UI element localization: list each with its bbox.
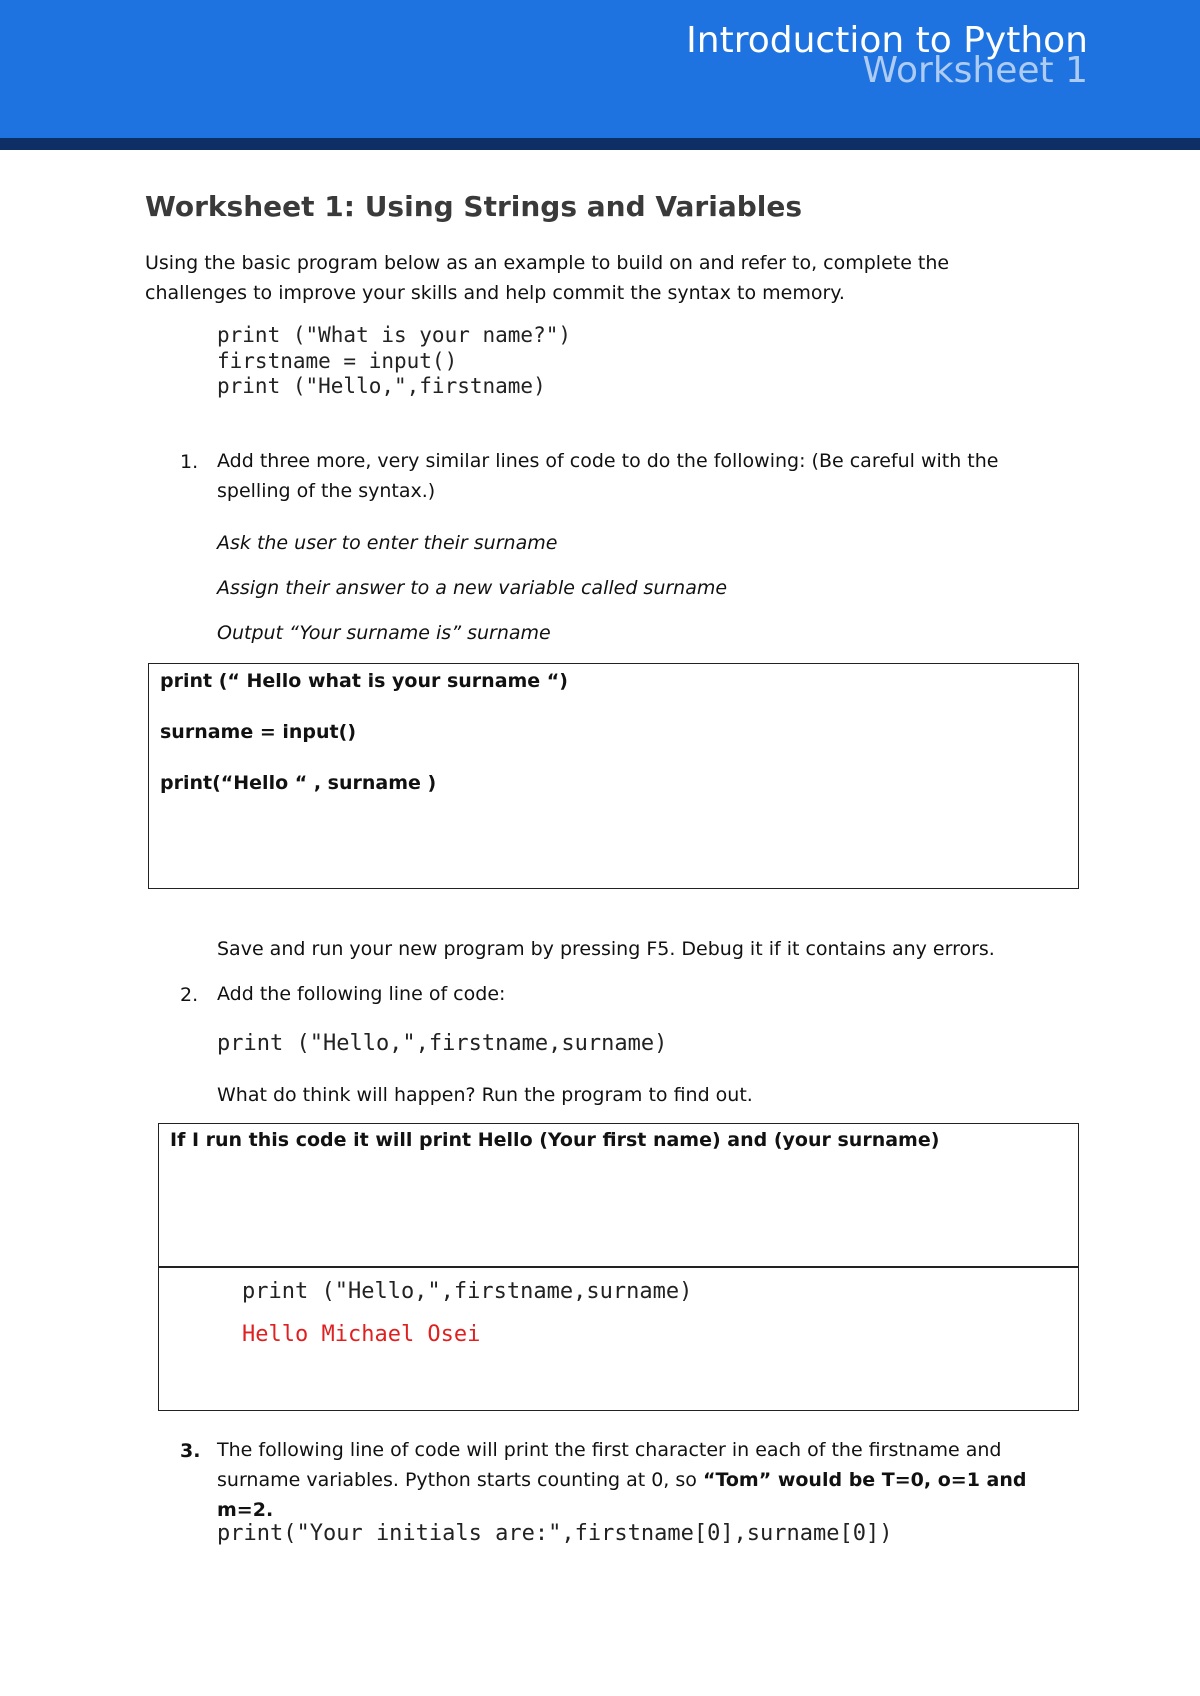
- question-3-text-bold: “Tom” would be T=0, o=1 and m=2.: [217, 1469, 1027, 1521]
- q1-answer-line-3: print(“Hello “ , surname ): [160, 772, 437, 794]
- header-title: Introduction to Python: [686, 20, 1088, 61]
- q3-code: print("Your initials are:",firstname[0],surname[0]): [217, 1521, 893, 1546]
- q1-answer-line-1: print (“ Hello what is your surname “): [160, 670, 568, 692]
- question-3-text-start: The following line of code will print the first character in each of the firstname and surname variables. Python starts counting at 0, so: [217, 1439, 1002, 1491]
- example-code-line-3: print ("Hello,",firstname): [217, 374, 546, 398]
- question-3-text: [217, 1435, 1077, 1525]
- q2-answer-box[interactable]: [158, 1123, 1079, 1268]
- q1-task-3: Output “Your surname is” surname: [217, 622, 551, 644]
- q2-question: What do think will happen? Run the program to find out.: [217, 1084, 753, 1106]
- question-2-number: 2.: [180, 984, 199, 1006]
- q1-answer-line-2: surname = input(): [160, 721, 357, 743]
- header-stripe: [0, 138, 1200, 150]
- q1-after-text: Save and run your new program by pressing F5. Debug it if it contains any errors.: [217, 938, 995, 960]
- q2-result-box[interactable]: [158, 1266, 1079, 1411]
- question-1-text: Add three more, very similar lines of code to do the following: (Be careful with the spelling of the syntax.): [217, 450, 999, 502]
- q2-code: print ("Hello,",firstname,surname): [217, 1031, 668, 1056]
- q2-result-code: print ("Hello,",firstname,surname): [242, 1279, 693, 1304]
- question-2-text: Add the following line of code:: [217, 983, 506, 1005]
- q1-task-2: Assign their answer to a new variable called surname: [217, 577, 728, 599]
- page-title: Worksheet 1: Using Strings and Variables: [145, 190, 803, 223]
- q2-result-output: Hello Michael Osei: [242, 1322, 481, 1347]
- question-1-number: 1.: [180, 451, 199, 473]
- example-code-line-1: print ("What is your name?"): [217, 323, 572, 347]
- header-subtitle: Worksheet 1: [862, 50, 1088, 91]
- intro-paragraph: Using the basic program below as an example to build on and refer to, complete the challenges to improve your skills and help commit the syntax to memory.: [145, 252, 950, 304]
- question-3-number: 3.: [180, 1440, 201, 1462]
- q1-answer-box[interactable]: [148, 663, 1079, 889]
- q1-task-1: Ask the user to enter their surname: [217, 532, 558, 554]
- q2-answer-text: If I run this code it will print Hello (Your first name) and (your surname): [170, 1129, 940, 1151]
- example-code-line-2: firstname = input(): [217, 349, 458, 373]
